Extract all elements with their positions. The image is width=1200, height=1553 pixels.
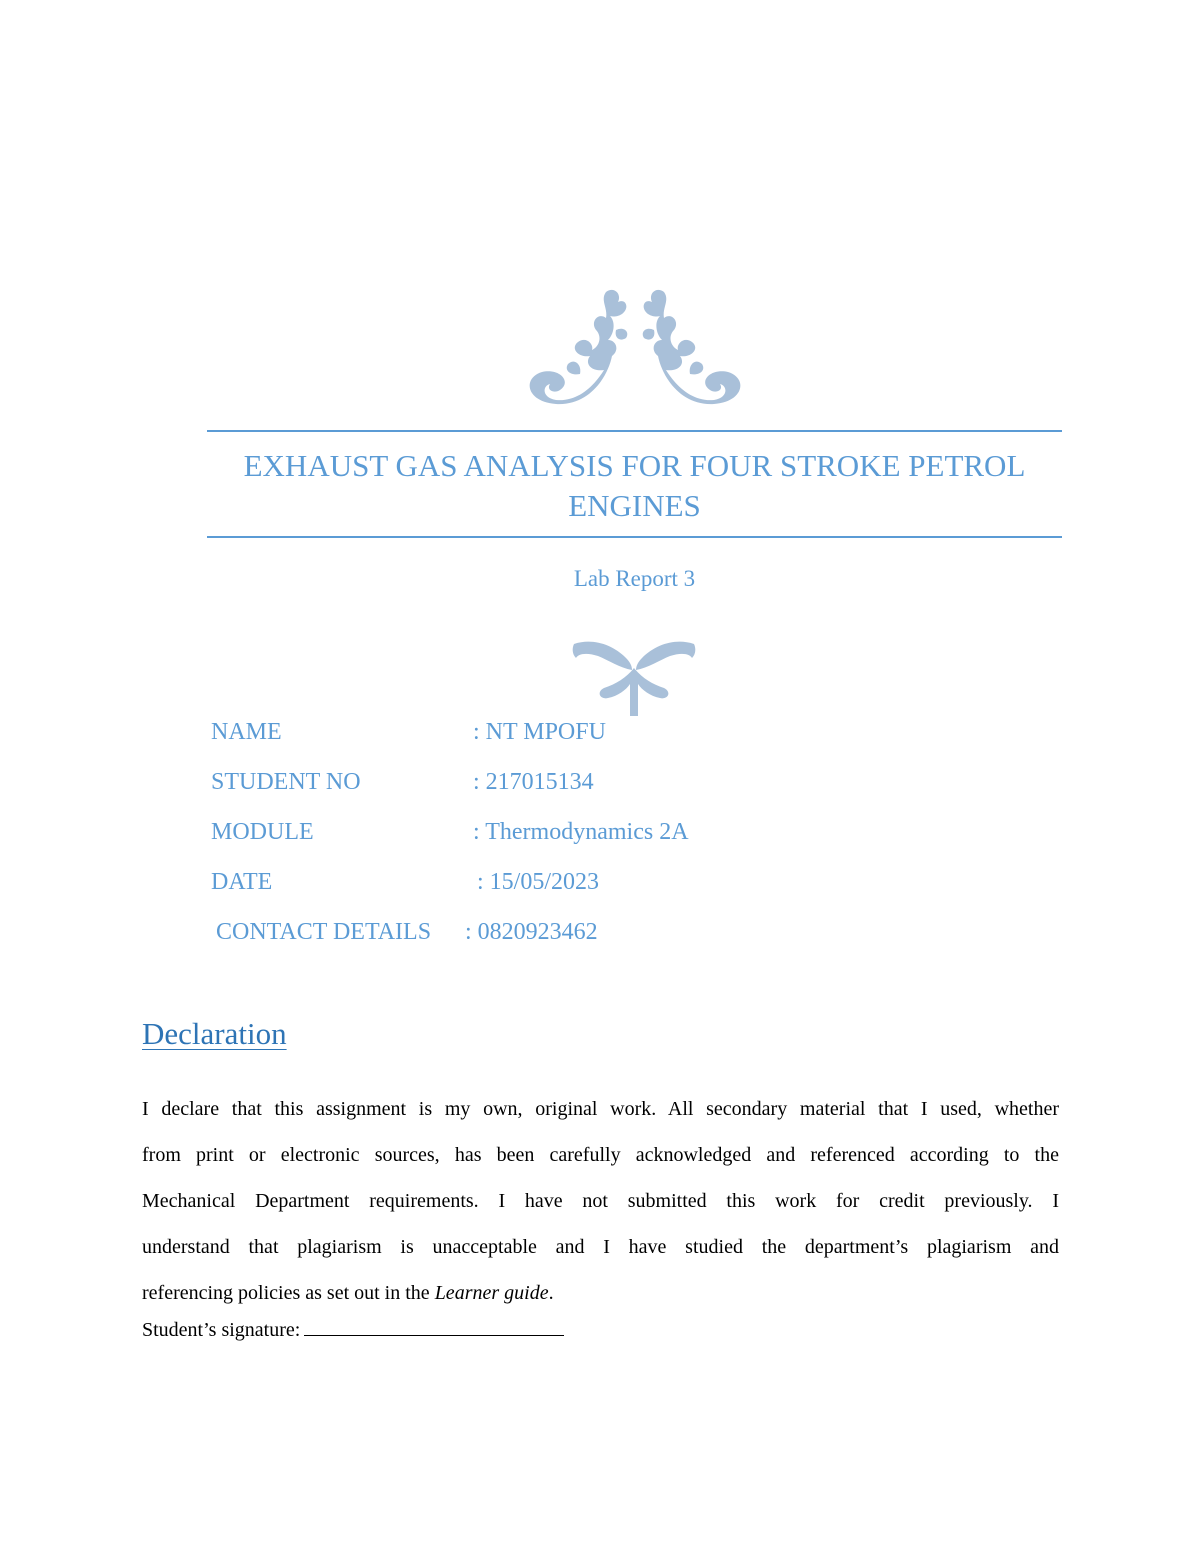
declaration-heading: Declaration [142, 1016, 287, 1051]
info-value: : 0820923462 [465, 919, 598, 945]
leaf-ornament-icon [572, 638, 696, 718]
title-bottom-rule [207, 536, 1062, 538]
floral-ornament-top-icon [520, 286, 750, 412]
declaration-line-last [142, 1270, 1059, 1316]
signature-row [142, 1314, 564, 1346]
info-label: CONTACT DETAILS [216, 919, 432, 945]
info-row-contact [211, 916, 811, 966]
report-subtitle: Lab Report 3 [573, 566, 696, 591]
title-top-rule [207, 430, 1062, 432]
info-label: DATE [211, 869, 273, 895]
declaration-line: Mechanical Department requirements. I have not submitted this work for credit previously. I [142, 1190, 1059, 1212]
info-row-name [211, 716, 811, 766]
info-row-module [211, 816, 811, 866]
info-value: : 217015134 [473, 769, 594, 795]
info-value: : Thermodynamics 2A [473, 819, 689, 845]
info-row-student-no [211, 766, 811, 816]
declaration-text-before: referencing policies as set out in the [142, 1282, 435, 1304]
learner-guide-emphasis: Learner guide [434, 1282, 549, 1304]
declaration-text [142, 1086, 1059, 1316]
info-label: NAME [211, 719, 282, 745]
signature-line [304, 1315, 564, 1336]
info-label: STUDENT NO [211, 769, 361, 795]
student-info-block [211, 716, 811, 966]
declaration-line: from print or electronic sources, has been carefully acknowledged and referenced according to the [142, 1144, 1059, 1166]
signature-label: Student’s signature: [142, 1319, 301, 1341]
declaration-text-after: . [548, 1282, 554, 1304]
report-title: EXHAUST GAS ANALYSIS FOR FOUR STROKE PETROL ENGINES [243, 448, 1026, 523]
declaration-line: understand that plagiarism is unacceptable and I have studied the department’s plagiarism and [142, 1236, 1059, 1258]
info-value: : 15/05/2023 [477, 869, 600, 895]
info-label: MODULE [211, 819, 314, 845]
info-value: : NT MPOFU [473, 719, 606, 745]
declaration-line: I declare that this assignment is my own, original work. All secondary material that I used, whether [142, 1098, 1059, 1120]
info-row-date [211, 866, 811, 916]
